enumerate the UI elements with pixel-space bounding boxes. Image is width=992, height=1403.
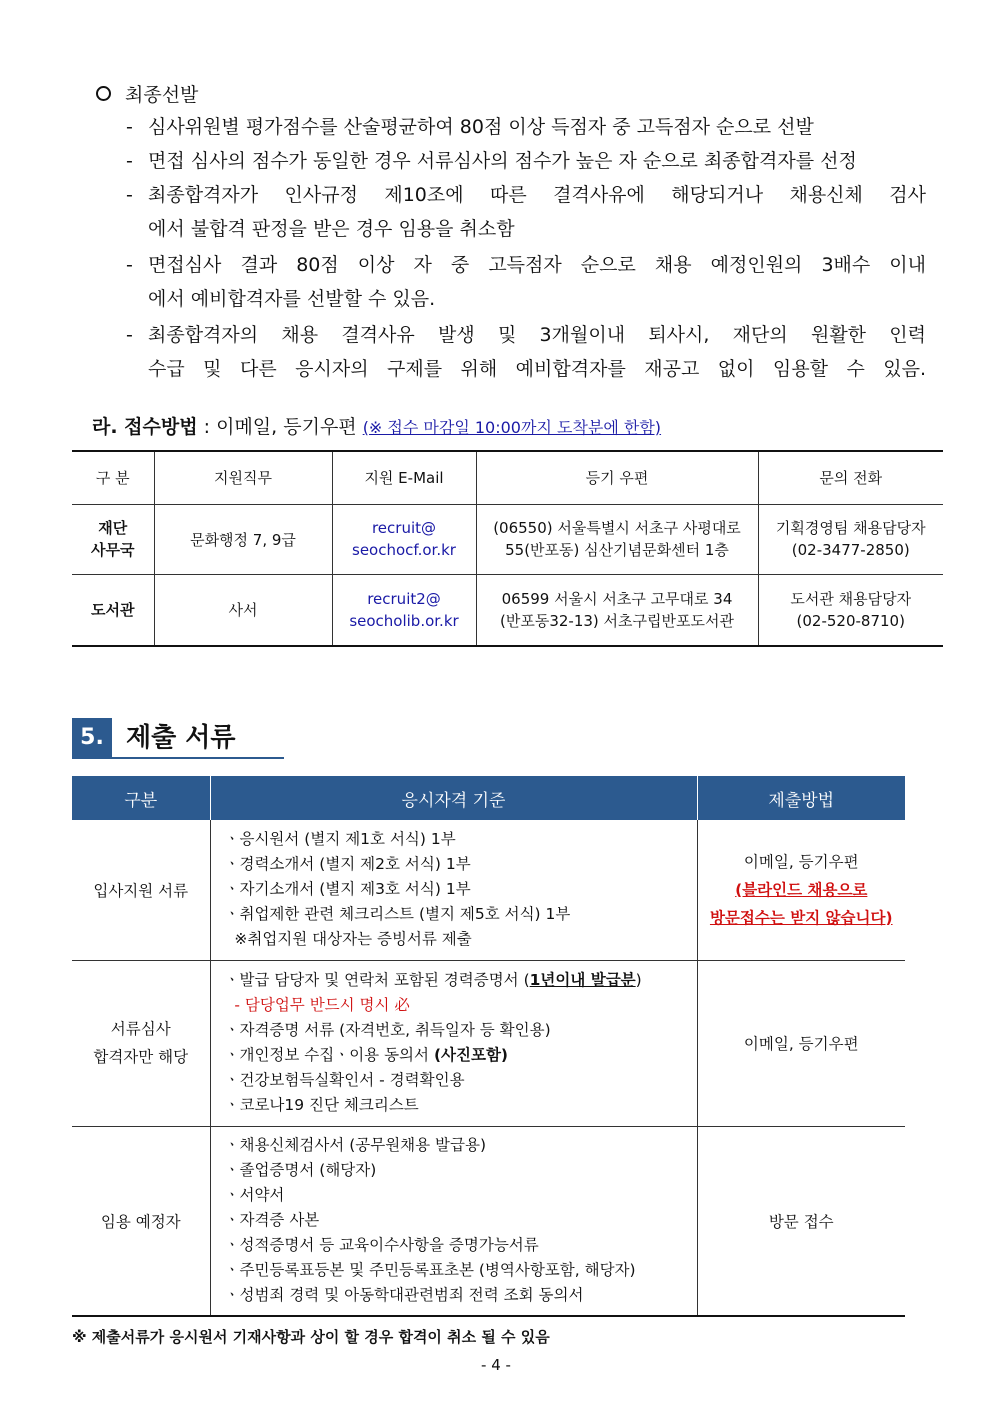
section-underline [72, 757, 284, 759]
section-title: 제출 서류 [126, 723, 236, 753]
bullet-item: - 최종합격자의 채용 결격사유 발생 및 3개월이내 퇴사시, 재단의 원활한 인력 수급 및 다른 응시자의 구제를 위해 예비합격자를 재공고 없이 임용할 수 있음. [126, 324, 926, 380]
requirements-cell: ㆍ응시원서 (별지 제1호 서식) 1부 ㆍ경력소개서 (별지 제2호 서식) 1부 ㆍ자기소개서 (별지 제3호 서식) 1부 ㆍ취업제한 관련 체크리스트 (별지 제5호 서식) 1부 ※취업지원 대상자는 증빙서류 제출 [210, 820, 697, 960]
documents-table [72, 776, 905, 1317]
section-number-badge: 5. [72, 718, 112, 758]
table-row [72, 574, 943, 646]
col-header: 지원직무 [154, 451, 332, 504]
bullet-item: - 면접 심사의 점수가 동일한 경우 서류심사의 점수가 높은 자 순으로 최종합격자를 선정 [126, 150, 857, 172]
col-header: 구 분 [72, 451, 154, 504]
col-header: 지원 E-Mail [332, 451, 476, 504]
category-cell: 입사지원 서류 [72, 820, 210, 960]
org-cell: 재단 사무국 [72, 504, 154, 574]
address-cell: 06599 서울시 서초구 고무대로 34 (반포동32-13) 서초구립반포도서관 [476, 574, 758, 646]
table-row [72, 820, 905, 960]
method-cell: 방문 접수 [697, 1126, 905, 1316]
reception-deadline-note: (※ 접수 마감일 10:00까지 도착분에 한함) [362, 418, 662, 437]
col-header: 제출방법 [697, 776, 905, 820]
col-header: 응시자격 기준 [210, 776, 697, 820]
requirements-cell: ㆍ채용신체검사서 (공무원채용 발급용) ㆍ졸업증명서 (해당자) ㆍ서약서 ㆍ자격증 사본 ㆍ성적증명서 등 교육이수사항을 증명가능서류 ㆍ주민등록표등본 및 주민등록표초본 (병역사항포함, 해당자) ㆍ성범죄 경력 및 아동학대관련범죄 전력 조회 동의서 [210, 1126, 697, 1316]
reception-table [72, 450, 943, 647]
table-row [72, 504, 943, 574]
category-cell: 서류심사 합격자만 해당 [72, 960, 210, 1126]
bullet-item: - 심사위원별 평가점수를 산술평균하여 80점 이상 득점자 중 고득점자 순으로 선발 [126, 116, 814, 138]
org-cell: 도서관 [72, 574, 154, 646]
table-header-row [72, 776, 905, 820]
email-cell[interactable]: recruit2@ seocholib.or.kr [332, 574, 476, 646]
requirements-cell: ㆍ발급 담당자 및 연락처 포함된 경력증명서 (1년이내 발급분) - 담당업무 반드시 명시 必 ㆍ자격증명 서류 (자격번호, 취득일자 등 확인용) ㆍ개인정보 수집ㆍ이용 동의서 (사진포함) ㆍ건강보험득실확인서 - 경력확인용 ㆍ코로나19 진단 체크리스트 [210, 960, 697, 1126]
job-cell: 사서 [154, 574, 332, 646]
phone-cell: 도서관 채용담당자 (02-520-8710) [758, 574, 943, 646]
bullet-item: - 면접심사 결과 80점 이상 자 중 고득점자 순으로 채용 예정인원의 3배수 이내 에서 예비합격자를 선발할 수 있음. [126, 254, 926, 310]
email-cell[interactable]: recruit@ seochocf.or.kr [332, 504, 476, 574]
table-row [72, 960, 905, 1126]
table-header-row [72, 451, 943, 504]
col-header: 문의 전화 [758, 451, 943, 504]
final-selection-heading: 최종선발 [96, 80, 198, 107]
job-cell: 문화행정 7, 9급 [154, 504, 332, 574]
reception-method-heading: 라. 접수방법 : 이메일, 등기우편 (※ 접수 마감일 10:00까지 도착분에 한함) [92, 416, 662, 438]
phone-cell: 기획경영팀 채용담당자 (02-3477-2850) [758, 504, 943, 574]
bullet-item: - 최종합격자가 인사규정 제10조에 따른 결격사유에 해당되거나 채용신체 검사 에서 불합격 판정을 받은 경우 임용을 취소함 [126, 184, 926, 240]
col-header: 등기 우편 [476, 451, 758, 504]
page-number: - 4 - [481, 1356, 511, 1374]
category-cell: 임용 예정자 [72, 1126, 210, 1316]
address-cell: (06550) 서울특별시 서초구 사평대로 55(반포동) 심산기념문화센터 1층 [476, 504, 758, 574]
footnote: ※ 제출서류가 응시원서 기재사항과 상이 할 경우 합격이 취소 될 수 있음 [72, 1328, 550, 1346]
circle-bullet-icon [96, 86, 111, 101]
col-header: 구분 [72, 776, 210, 820]
table-row [72, 1126, 905, 1316]
method-cell: 이메일, 등기우편 [697, 960, 905, 1126]
method-cell: 이메일, 등기우편 (블라인드 채용으로 방문접수는 받지 않습니다) [697, 820, 905, 960]
